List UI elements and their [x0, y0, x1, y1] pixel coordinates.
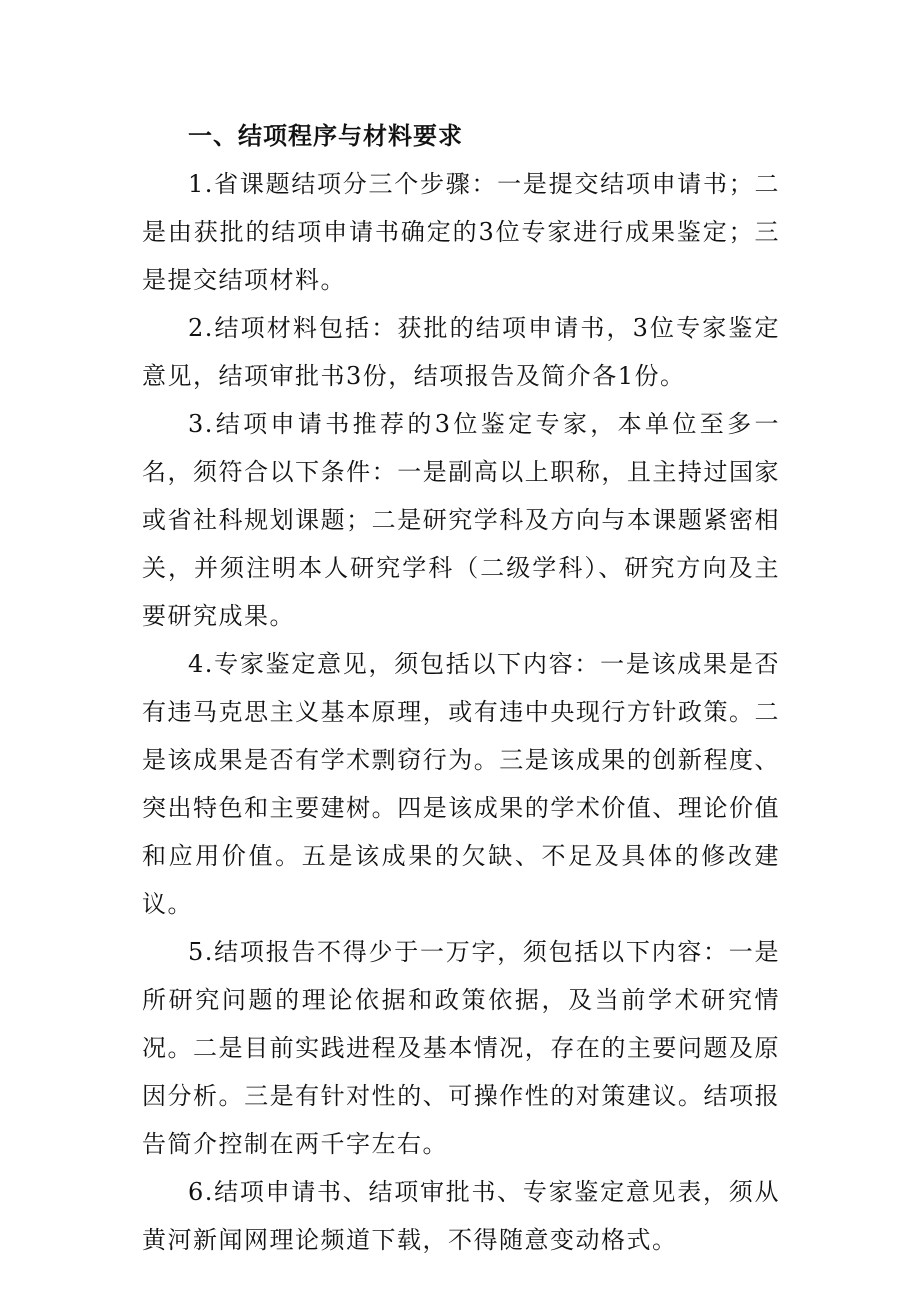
paragraph-5: 5.结项报告不得少于一万字，须包括以下内容：一是所研究问题的理论依据和政策依据，及当前学术研究情况。二是目前实践进程及基本情况，存在的主要问题及原因分析。三是有针对性的、可操作性的对策建议。结项报告简介控制在两千字左右。: [142, 938, 780, 1158]
paragraph-1: 1.省课题结项分三个步骤：一是提交结项申请书；二是由获批的结项申请书确定的3位专家进行成果鉴定；三是提交结项材料。: [142, 170, 780, 294]
paragraph-6: 6.结项申请书、结项审批书、专家鉴定意见表，须从黄河新闻网理论频道下载，不得随意变动格式。: [142, 1178, 780, 1254]
document-body: [142, 112, 780, 1264]
paragraph-3: 3.结项申请书推荐的3位鉴定专家，本单位至多一名，须符合以下条件：一是副高以上职称，且主持过国家或省社科规划课题；二是研究学科及方向与本课题紧密相关，并须注明本人研究学科（二级学科）、研究方向及主要研究成果。: [142, 410, 780, 630]
paragraph-4: 4.专家鉴定意见，须包括以下内容：一是该成果是否有违马克思主义基本原理，或有违中央现行方针政策。二是该成果是否有学术剽窃行为。三是该成果的创新程度、突出特色和主要建树。四是该成果的学术价值、理论价值和应用价值。五是该成果的欠缺、不足及具体的修改建议。: [142, 650, 780, 918]
section-heading: 一、结项程序与材料要求: [188, 121, 463, 150]
paragraph-2: 2.结项材料包括：获批的结项申请书，3位专家鉴定意见，结项审批书3份，结项报告及简介各1份。: [142, 314, 780, 390]
